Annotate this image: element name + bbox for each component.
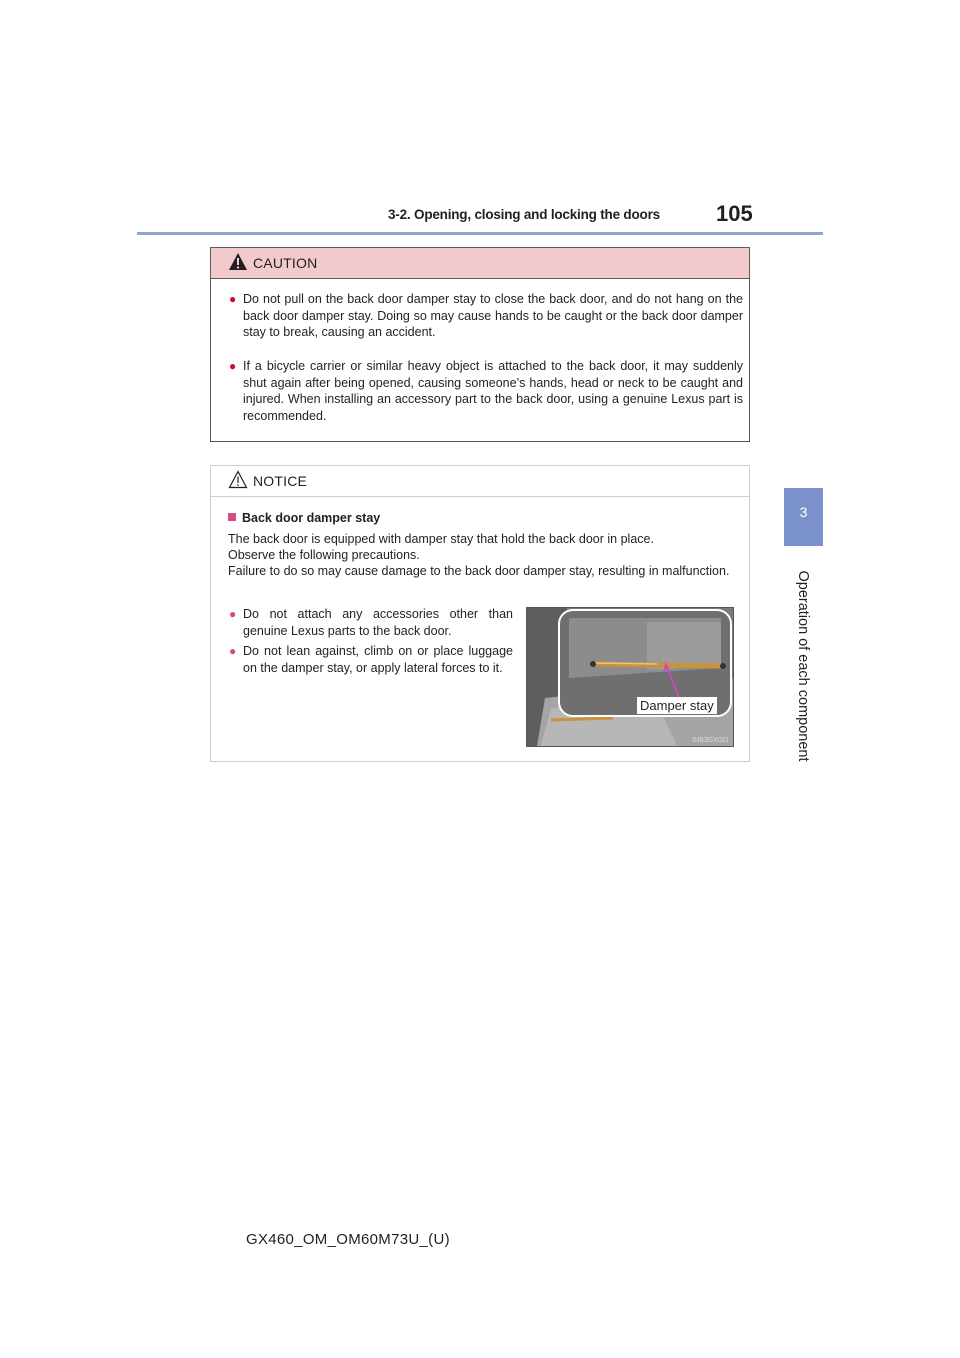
notice-paragraph: Observe the following precautions.	[228, 548, 420, 562]
notice-section-title: Back door damper stay	[228, 511, 380, 525]
damper-stay-label: Damper stay	[637, 697, 717, 714]
bullet-icon: ●	[229, 359, 237, 373]
damper-stay-illustration	[526, 607, 734, 747]
cargo-area-drawing	[527, 608, 733, 746]
caution-header	[211, 248, 749, 279]
bullet-icon: ●	[229, 607, 237, 621]
bullet-icon: ●	[229, 292, 237, 306]
caution-item: ● If a bicycle carrier or similar heavy object is attached to the back door, it may suddenly shut again after being opened, causing someone’s hands, head or neck to be caught and injured. When installing an accessory part to the back door, using a genuine Lexus part is recommended.	[229, 359, 743, 423]
notice-item: ● Do not lean against, climb on or place luggage on the damper stay, or apply lateral forces to it.	[229, 644, 513, 675]
caution-item: ● Do not pull on the back door damper stay to close the back door, and do not hang on the back door damper stay. Doing so may cause hands to be caught or the back door damper stay to break, causing an accident.	[229, 292, 743, 339]
figure-code: INB3GX011	[692, 737, 729, 744]
bullet-icon: ●	[229, 644, 237, 658]
notice-title: NOTICE	[253, 473, 308, 489]
chapter-label: Operation of each component	[795, 570, 811, 762]
caution-title: CAUTION	[253, 255, 318, 271]
page-number: 105	[716, 201, 753, 226]
chapter-number: 3	[799, 504, 808, 520]
section-title: 3-2. Opening, closing and locking the doors	[388, 207, 660, 222]
manual-id: GX460_OM_OM60M73U_(U)	[246, 1231, 450, 1248]
notice-header	[211, 466, 749, 497]
warning-icon	[228, 470, 248, 494]
warning-icon	[228, 252, 248, 276]
notice-paragraph: The back door is equipped with damper stay that hold the back door in place.	[228, 532, 654, 546]
square-bullet-icon	[228, 513, 236, 521]
notice-item: ● Do not attach any accessories other than genuine Lexus parts to the back door.	[229, 607, 513, 638]
header-rule	[137, 232, 823, 235]
notice-paragraph: Failure to do so may cause damage to the back door damper stay, resulting in malfunction.	[228, 564, 730, 578]
